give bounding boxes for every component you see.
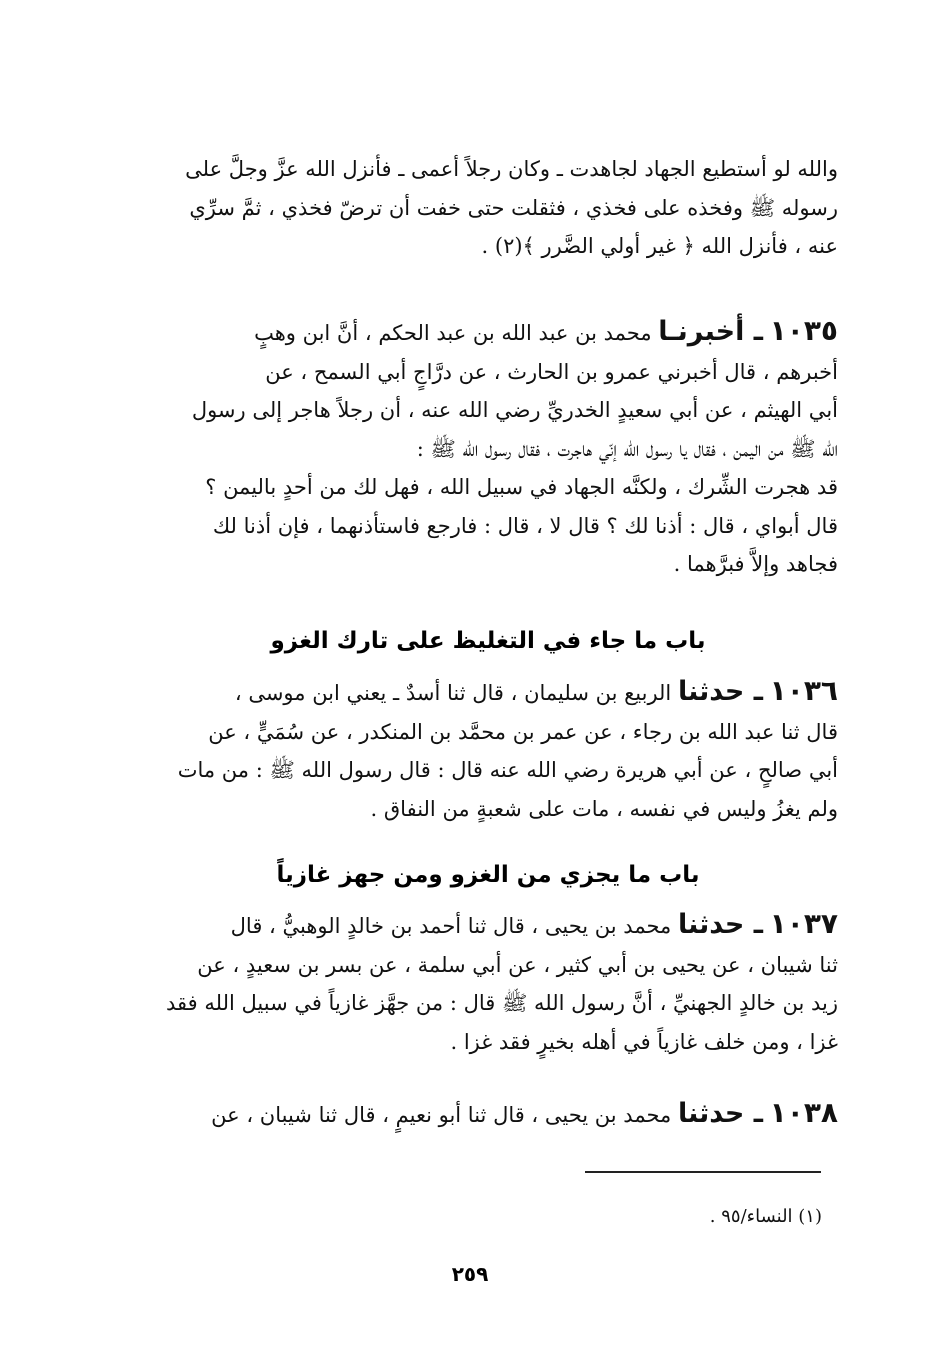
hadith-first-line: [138, 312, 838, 353]
hadith-first-line-text: محمد بن يحيى ، قال ثنا أبو نعيمٍ ، قال ثنا شيبان ، عن: [211, 1103, 672, 1127]
hadith-1038: [138, 1094, 838, 1135]
hadith-first-line: [138, 1094, 838, 1135]
hadith-1037: [138, 905, 838, 1061]
text-line: قال ثنا عبد الله بن رجاء ، عن عمر بن محمَّد بن المنكدر ، عن سُمَيٍّ ، عن: [208, 719, 838, 744]
hadith-verb: ـ حدثنا: [677, 676, 763, 707]
text-line: قد هجرت الشِّرك ، ولكنَّه الجهاد في سبيل الله ، فهل لك من أحدٍ باليمن ؟: [205, 475, 838, 499]
footnote-separator: [585, 1171, 821, 1173]
hadith-verb: ـ حدثنا: [677, 909, 763, 940]
text-line: قال أبواي ، قال : أذنا لك ؟ قال لا ، قال : فارجع فاستأذنهما ، فإن أذنا لك: [212, 513, 838, 538]
hadith-number: ١٠٣٨: [769, 1096, 838, 1129]
hadith-first-line: [138, 672, 838, 713]
text-line: والله لو أستطيع الجهاد لجاهدت ـ وكان رجلاً أعمى ـ فأنزل الله عزَّ وجلَّ على: [185, 157, 838, 181]
hadith-number: ١٠٣٥: [769, 314, 838, 347]
text-line: أبي صالحٍ ، عن أبي هريرة رضي الله عنه قال : قال رسول الله ﷺ : من مات: [177, 758, 838, 782]
hadith-first-line-text: الربيع بن سليمان ، قال ثنا أسدٌ ـ يعني ابن موسى ،: [234, 681, 672, 705]
hadith-1035: [138, 312, 838, 584]
hadith-verb: ـ حدثنا: [677, 1098, 763, 1129]
chapter-heading: باب ما يجزي من الغزو ومن جهز غازياً: [276, 862, 700, 888]
chapter-heading: باب ما جاء في التغليظ على تارك الغزو: [270, 628, 706, 654]
hadith-verb: ـ أخبرنـا: [658, 316, 763, 347]
text-line: أخبرهم ، قال أخبرني عمرو بن الحارث ، عن درَّاجٍ أبي السمح ، عن: [265, 359, 838, 384]
text-line: زيد بن خالدٍ الجهنيِّ ، أنَّ رسول الله ﷺ قال : من جهَّز غازياً في سبيل الله فقد: [166, 991, 838, 1015]
hadith-first-line: [138, 905, 838, 946]
text-line: الله ﷺ من اليمن ، فقال يا رسول الله إنّي هاجرت ، فقال رسول الله ﷺ :: [416, 436, 838, 461]
text-line: ولم يغزُ وليس في نفسه ، مات على شعبةٍ من النفاق .: [370, 796, 838, 821]
page-number: ٢٥٩: [451, 1262, 489, 1286]
hadith-first-line-text: محمد بن عبد الله بن عبد الحكم ، أنَّ ابن وهبٍ: [254, 321, 652, 345]
text-line: عنه ، فأنزل الله ﴿ غير أولي الضَّرر ﴾(٢) .: [481, 234, 838, 258]
hadith-number: ١٠٣٧: [769, 907, 838, 940]
text-line: أبي الهيثم ، عن أبي سعيدٍ الخدريِّ رضي الله عنه ، أن رجلاً هاجر إلى رسول: [191, 398, 838, 422]
text-line: رسوله ﷺ وفخذه على فخذي ، فثقلت حتى خفت أن ترضّ فخذي ، ثمَّ سرِّي: [189, 195, 838, 220]
hadith-number: ١٠٣٦: [769, 674, 838, 707]
footnote: (١) النساء/٩٥ .: [709, 1206, 822, 1227]
text-line: فجاهد وإلاَّ فبرَّهما .: [673, 552, 838, 576]
hadith-first-line-text: محمد بن يحيى ، قال ثنا أحمد بن خالدٍ الوهبيُّ ، قال: [230, 914, 672, 938]
text-line: ثنا شيبان ، عن يحيى بن أبي كثير ، عن أبي سلمة ، عن بسر بن سعيدٍ ، عن: [197, 952, 838, 977]
continuation-paragraph: [138, 150, 838, 266]
hadith-1036: [138, 672, 838, 828]
text-line: غزا ، ومن خلف غازياً في أهله بخيرٍ فقد غزا .: [450, 1029, 838, 1054]
